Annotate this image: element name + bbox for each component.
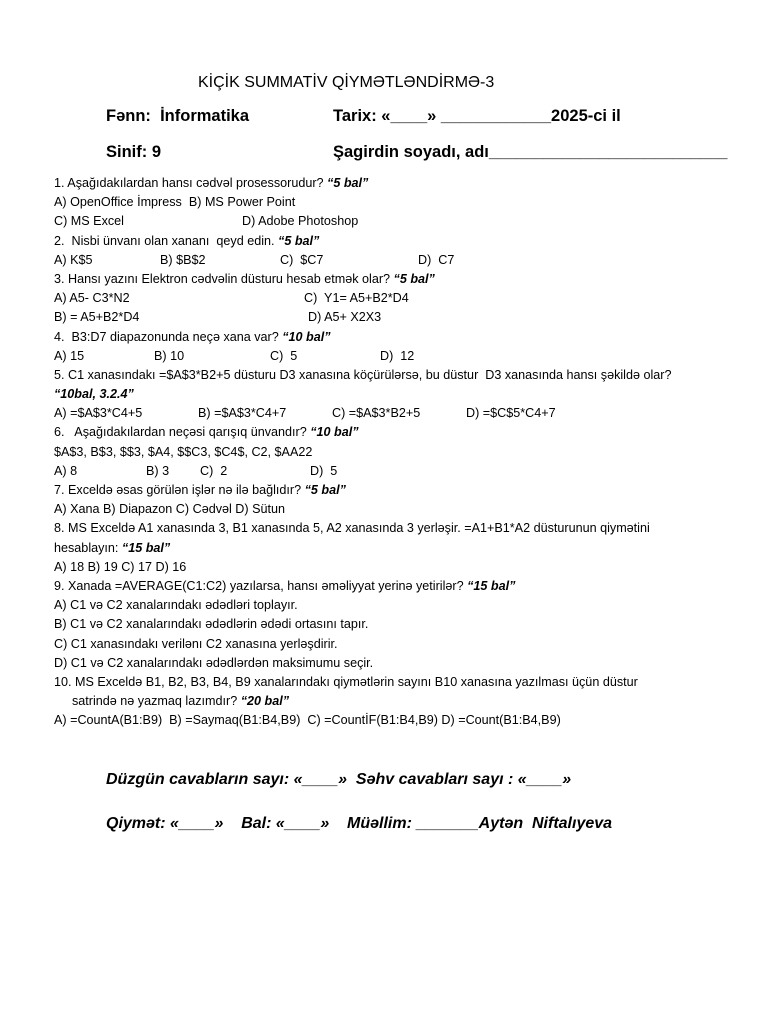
page-title: KİÇİK SUMMATİV QİYMƏTLƏNDİRMƏ-3 bbox=[198, 74, 495, 91]
questions-list bbox=[54, 174, 754, 730]
subject-field: Fənn: İnformatika bbox=[106, 107, 250, 125]
answer-option: A) =CountA(B1:B9) B) =Saymaq(B1:B4,B9) C) =CountİF(B1:B4,B9) D) =Count(B1:B4,B9) bbox=[54, 713, 561, 728]
question-3 bbox=[54, 270, 754, 289]
question-points: “5 bal” bbox=[393, 271, 435, 286]
answer-options-row bbox=[54, 404, 754, 423]
answer-options-row bbox=[54, 289, 754, 308]
answer-option: C) Y1= A5+B2*D4 bbox=[304, 291, 409, 306]
answer-options-row bbox=[54, 193, 754, 212]
date-field: Tarix: «____» ____________2025-ci il bbox=[333, 107, 621, 125]
question-text: hesablayın: bbox=[54, 540, 122, 555]
question-points: “10bal, 3.2.4” bbox=[54, 387, 134, 402]
answer-options-row bbox=[54, 462, 754, 481]
question-points: “5 bal” bbox=[327, 176, 369, 190]
answer-options-row bbox=[54, 308, 754, 327]
answer-option: C) 5 bbox=[270, 348, 298, 363]
answer-option: B) =$A$3*C4+7 bbox=[198, 406, 287, 421]
answer-options-row bbox=[54, 711, 754, 730]
answer-option: D) C7 bbox=[418, 252, 455, 267]
answer-options-row bbox=[54, 251, 754, 270]
answer-option: B) 3 bbox=[146, 463, 170, 478]
question-text: 3. Hansı yazını Elektron cədvəlin düsturu hesab etmək olar? bbox=[54, 271, 394, 286]
answer-option-row bbox=[54, 596, 754, 615]
question-points: “5 bal” bbox=[278, 233, 320, 248]
question-2 bbox=[54, 232, 754, 251]
answer-option: C) =$A$3*B2+5 bbox=[332, 406, 421, 421]
answer-option: D) 12 bbox=[380, 348, 415, 363]
question-9 bbox=[54, 577, 754, 596]
grade-field: Sinif: 9 bbox=[106, 143, 162, 161]
answer-options-row bbox=[54, 212, 754, 231]
question-points: “20 bal” bbox=[240, 694, 289, 709]
answer-option: A) 8 bbox=[54, 463, 78, 478]
question-text: 7. Exceldə əsas görülən işlər nə ilə bağlıdır? bbox=[54, 483, 305, 497]
answer-option: C) C1 xanasındakı verilənı C2 xanasına yerləşdirir. bbox=[54, 636, 338, 651]
question-points: “10 bal” bbox=[310, 425, 359, 440]
question-6 bbox=[54, 423, 754, 442]
student-name-field: Şagirdin soyadı, adı__________________________ bbox=[333, 143, 728, 161]
answer-option: A) OpenOffice İmpress B) MS Power Point bbox=[54, 195, 296, 210]
grade-teacher-line: Qiymət: «____» Bal: «____» Müəllim: _______Aytən Niftalıyeva bbox=[106, 815, 613, 832]
answer-option: A) 15 bbox=[54, 348, 85, 363]
question-5 bbox=[54, 366, 754, 385]
answer-options-row bbox=[54, 558, 754, 577]
answer-option: A) K$5 bbox=[54, 252, 93, 267]
answer-option: C) $C7 bbox=[280, 252, 324, 267]
question-10 bbox=[54, 673, 754, 692]
answer-option: D) Adobe Photoshop bbox=[242, 214, 359, 229]
answer-option: C) 2 bbox=[200, 463, 228, 478]
answer-option: D) A5+ X2X3 bbox=[308, 310, 382, 325]
question-points: “15 bal” bbox=[467, 578, 516, 593]
question-text: 6. Aşağıdakılardan neçəsi qarışıq ünvandır? bbox=[54, 425, 311, 440]
answer-option: D) 5 bbox=[310, 463, 338, 478]
question-4 bbox=[54, 328, 754, 347]
question-5-points bbox=[54, 385, 754, 404]
answer-option-row bbox=[54, 654, 754, 673]
question-text: 2. Nisbi ünvanı olan xananı qeyd edin. bbox=[54, 233, 279, 248]
question-text: 1. Aşağıdakılardan hansı cədvəl prosessorudur? bbox=[54, 176, 328, 190]
answer-option: A) 18 B) 19 C) 17 D) 16 bbox=[54, 559, 187, 574]
question-6-addresses bbox=[54, 443, 754, 462]
answer-option: B) C1 və C2 xanalarındakı ədədlərin ədədi ortasını tapır. bbox=[54, 617, 369, 632]
question-text: 8. MS Exceldə A1 xanasında 3, B1 xanasında 5, A2 xanasında 3 yerləşir. =A1+B1*A2 düsturunun qiymətini bbox=[54, 521, 650, 536]
answer-option-row bbox=[54, 615, 754, 634]
question-text: 9. Xanada =AVERAGE(C1:C2) yazılarsa, hansı əməliyyat yerinə yetirilər? bbox=[54, 578, 468, 593]
answer-option: A) C1 və C2 xanalarındakı ədədləri toplayır. bbox=[54, 598, 298, 613]
address-list: $A$3, B$3, $$3, $A4, $$C3, $C4$, C2, $AA22 bbox=[54, 444, 313, 459]
question-10-cont bbox=[54, 692, 754, 711]
answer-options-row bbox=[54, 500, 754, 519]
question-text: 5. C1 xanasındakı =$A$3*B2+5 düsturu D3 xanasına köçürülərsə, bu düstur D3 xanasında hansı şəkildə olar? bbox=[54, 367, 672, 382]
answer-option: D) =$C$5*C4+7 bbox=[466, 406, 556, 421]
answer-option: D) C1 və C2 xanalarındakı ədədlərdən maksimumu seçir. bbox=[54, 655, 374, 670]
question-1 bbox=[54, 174, 754, 193]
answer-option: A) =$A$3*C4+5 bbox=[54, 406, 143, 421]
answer-option: B) $B$2 bbox=[160, 252, 206, 267]
question-8-cont bbox=[54, 539, 754, 558]
question-text: 10. MS Exceldə B1, B2, B3, B4, B9 xanalarındakı qiymətlərin sayını B10 xanasına yazılması üçün düstur bbox=[54, 674, 638, 689]
answer-option: C) MS Excel bbox=[54, 214, 124, 229]
question-points: “10 bal” bbox=[282, 329, 331, 344]
question-points: “5 bal” bbox=[304, 483, 346, 497]
question-text: satrində nə yazmaq lazımdır? bbox=[72, 694, 241, 709]
question-points: “15 bal” bbox=[121, 540, 171, 555]
answer-count-line: Düzgün cavabların sayı: «____» Səhv cavabları sayı : «____» bbox=[106, 771, 572, 788]
question-text: 4. B3:D7 diapazonunda neçə xana var? bbox=[54, 329, 283, 344]
answer-options-row bbox=[54, 347, 754, 366]
answer-option: A) Xana B) Diapazon C) Cədvəl D) Sütun bbox=[54, 502, 285, 517]
answer-option: A) A5- C3*N2 bbox=[54, 291, 130, 306]
question-7 bbox=[54, 481, 754, 500]
answer-option: B) 10 bbox=[154, 348, 185, 363]
answer-option-row bbox=[54, 635, 754, 654]
answer-option: B) = A5+B2*D4 bbox=[54, 310, 140, 325]
question-8 bbox=[54, 519, 754, 538]
